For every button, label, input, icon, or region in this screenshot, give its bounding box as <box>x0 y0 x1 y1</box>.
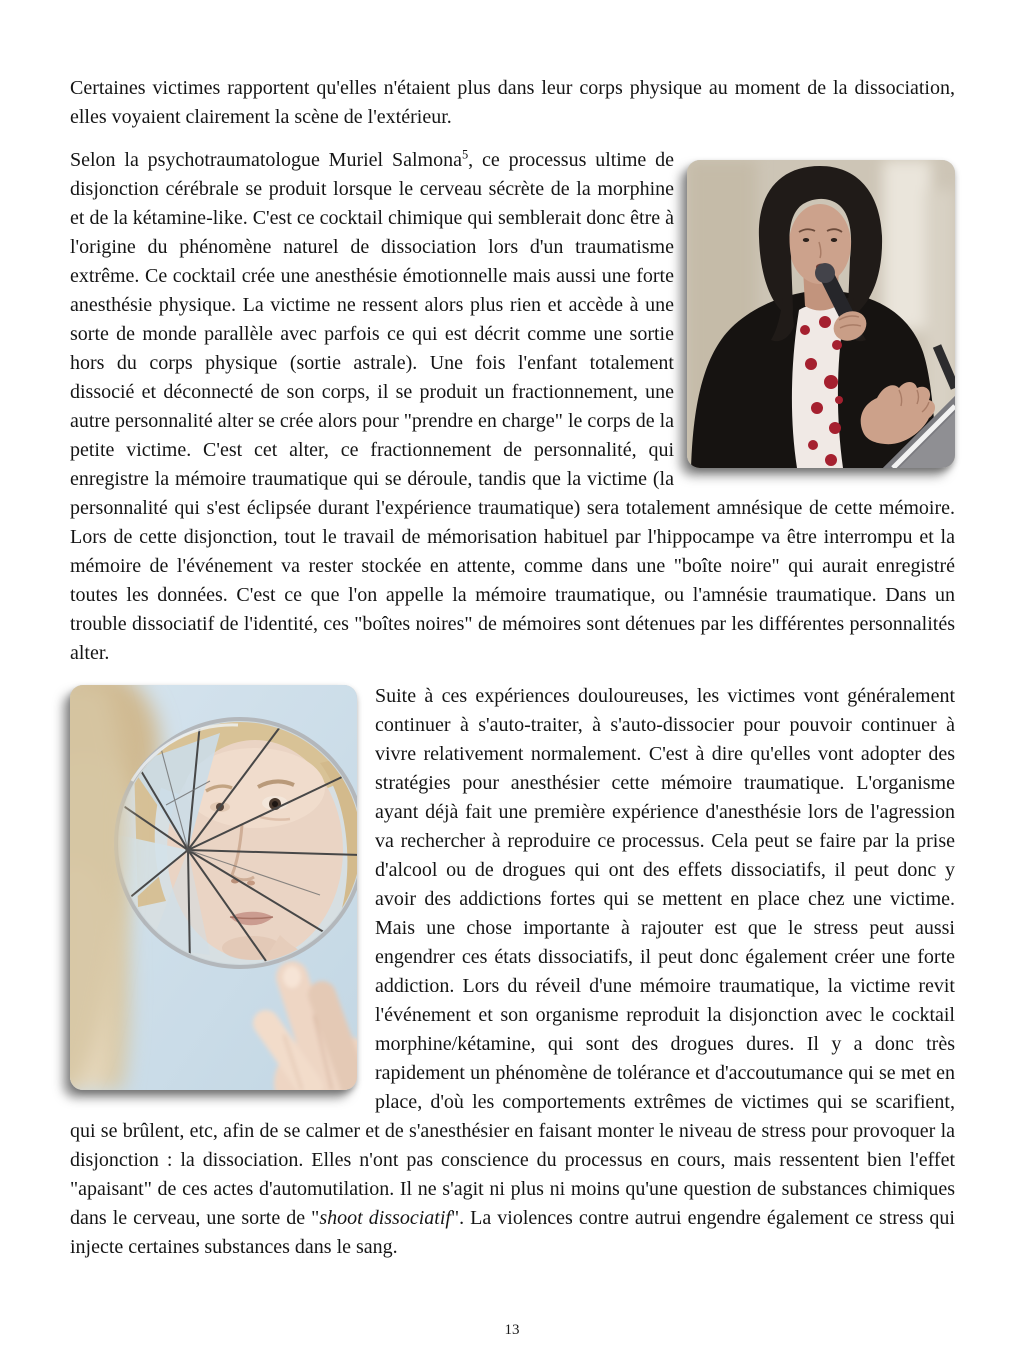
paragraph-auto-dissociation-text-end: ". La violences contre autrui engendre également ce stress qui injecte certaines substances dans le sang. <box>70 1207 955 1258</box>
paragraph-auto-dissociation <box>70 682 955 1262</box>
speaker-with-microphone-photo <box>687 160 955 468</box>
paragraph-intro <box>70 74 955 132</box>
broken-mirror-illustration <box>70 685 357 1090</box>
paragraph-salmona-text-start: Selon la psychotraumatologue Muriel Salmona <box>70 149 462 171</box>
broken-mirror-reflection-photo <box>70 685 357 1090</box>
footnote-marker: 5 <box>461 147 469 162</box>
italic-shoot-dissociatif: shoot dissociatif <box>319 1207 451 1229</box>
speaker-photo-illustration <box>687 160 955 468</box>
page-number: 13 <box>504 1322 520 1338</box>
paragraph-salmona <box>70 146 955 668</box>
paragraph-intro-text: Certaines victimes rapportent qu'elles n'étaient plus dans leur corps physique au moment de la dissociation, elles voyaient clairement la scène de l'extérieur. <box>70 77 955 128</box>
paragraph-auto-dissociation-text-start: Suite à ces expériences douloureuses, les victimes vont généralement continuer à s'auto-traiter, à s'auto-dissocier pour pouvoir continuer à vivre relativement normalement. C'est à dire qu'elles vont adopter des stratégies pour anesthésier cette mémoire traumatique. L'organisme ayant déjà fait une première expérience d'anesthésie lors de l'agression va rechercher à reproduire ce processus. Cela peut se faire par la prise d'alcool ou de drogues qui ont des effets dissociatifs, il peut donc y avoir des addictions fortes qui se mettent en place chez une victime. Mais une chose importante à rajouter est que le stress peut aussi engendrer ces états dissociatifs, il peut donc également créer une forte addiction. Lors du réveil d'une mémoire traumatique, la victime revit l'événement et son organisme reproduit la disjonction avec le cocktail morphine/kétamine, qui sont des drogues dures. Il y a donc très rapidement un phénomène de tolérance et d'accoutumance qui se met en place, d'où les comportements extrêmes de victimes qui se scarifient, qui se brûlent, etc, afin de se calmer et de s'anesthésier en faisant monter le niveau de stress pour provoquer la disjonction : la dissociation. Elles n'ont pas conscience du processus en cours, mais ressentent bien l'effet "apaisant" de ces actes d'automutilation. Il ne s'agit ni plus ni moins qu'une question de substances chimiques dans le cerveau, une sorte de " <box>70 685 955 1229</box>
paragraph-salmona-text-end: , ce processus ultime de disjonction cérébrale se produit lorsque le cerveau sécrète de la morphine et de la kétamine-like. C'est ce cocktail chimique qui semblerait donc être à l'origine du phénomène naturel de dissociation lors d'un traumatisme extrême. Ce cocktail crée une anesthésie émotionnelle mais aussi une forte anesthésie physique. La victime ne ressent alors plus rien et accède à une sorte de monde parallèle avec parfois ce qui est décrit comme une sortie hors du corps physique (sortie astrale). Une fois l'enfant totalement dissocié et déconnecté de son corps, il se produit un fractionnement, une autre personnalité alter se crée alors pour "prendre en charge" le corps de la petite victime. C'est cet alter, ce fractionnement de personnalité, qui enregistre la mémoire traumatique qui se déroule, tandis que la victime (la personnalité qui s'est éclipsée durant l'expérience traumatique) sera totalement amnésique de cette mémoire. Lors de cette disjonction, tout le travail de mémorisation habituel par l'hippocampe va être interrompu et la mémoire de l'événement va rester stockée en attente, comme dans une "boîte noire" qui aurait enregistré toutes les données. C'est ce que l'on appelle la mémoire traumatique, ou l'amnésie traumatique. Dans un trouble dissociatif de l'identité, ces "boîtes noires" de mémoires sont détenues par les différentes personnalités alter. <box>70 149 955 664</box>
